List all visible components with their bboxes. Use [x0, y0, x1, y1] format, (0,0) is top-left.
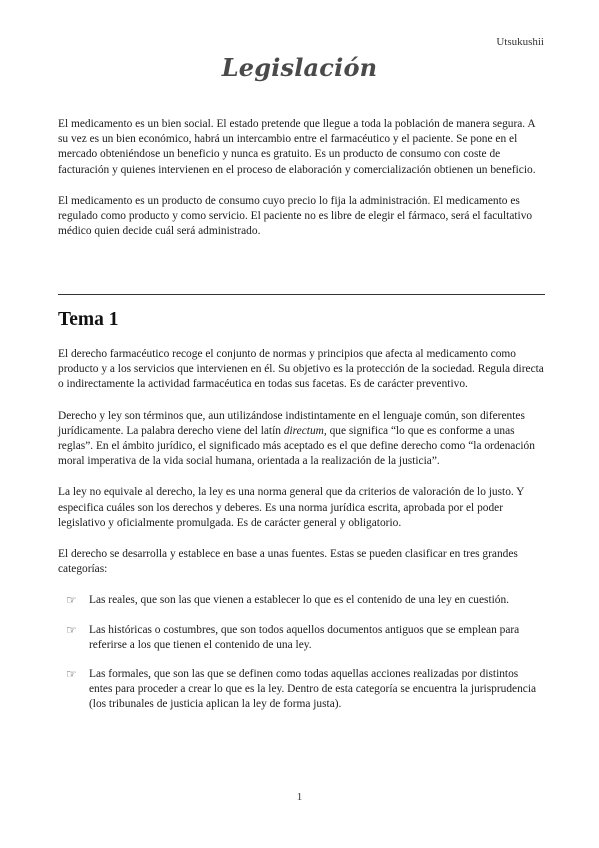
page-number: 1: [296, 791, 303, 803]
pointing-hand-icon: ☞: [66, 593, 77, 608]
list-item: [58, 593, 541, 608]
header-author: Utsukushii: [496, 36, 544, 48]
intro-section: [58, 117, 544, 239]
section-paragraph-1: El derecho farmacéutico recoge el conjunto de normas y principios que afecta al medicamento como producto y a los servicios que intervienen en él. Su objetivo es la protección de la sociedad. Regula directa o indirectamente la actividad farmacéutica en todas sus facetas. Es de carácter preventivo.: [58, 348, 544, 391]
p2-text-after: que significa “lo que es conforme a unas reglas”. En el ámbito jurídico, el significado más aceptado es el que define derecho como “la ordenación moral imperativa de la vida social humana, orientada a la realización de la justicia”.: [58, 424, 535, 468]
intro-paragraph-2: El medicamento es un producto de consumo cuyo precio lo fija la administración. El medicamento es regulado como producto y como servicio. El paciente no es libre de elegir el fármaco, será el facultativo médico quien decide cuál será administrado.: [58, 194, 533, 238]
p2-italic-term: directum,: [283, 424, 327, 437]
list-item: [58, 667, 541, 713]
list-item-text: Las formales, que son las que se definen como todas aquellas acciones realizadas por distintos entes para proceder a crear lo que es la ley. Dentro de esta categoría se encuentra la jurisprudencia (los tribunales de justicia aplican la ley de forma justa).: [89, 668, 537, 711]
pointing-hand-icon: ☞: [66, 667, 77, 682]
list-item-text: Las históricas o costumbres, que son todos aquellos documentos antiguos que se emplean para referirse a los que tienen el contenido de una ley.: [89, 623, 520, 651]
sources-list: [58, 593, 545, 712]
section-title: Tema 1: [58, 309, 119, 330]
p2-text-before: Derecho y ley son términos que, aun utilizándose indistintamente en el lenguaje común, son diferentes jurídicamente. La palabra derecho viene del latín: [58, 409, 525, 437]
horizontal-divider: [58, 294, 545, 295]
section-body: [58, 347, 545, 713]
pointing-hand-icon: ☞: [66, 622, 77, 637]
list-item: [58, 623, 541, 653]
intro-paragraph-1: El medicamento es un bien social. El estado pretende que llegue a toda la población de manera segura. A su vez es un bien económico, habrá un intercambio entre el farmacéutico y el paciente. Se pone en el mercado obteniéndose un beneficio y nunca es gratuito. Es un producto de consumo con coste de facturación y quienes intervienen en el proceso de elaboración y comercialización obtienen un beneficio.: [58, 118, 536, 176]
document-title: Legislación: [221, 53, 378, 82]
list-item-text: Las reales, que son las que vienen a establecer lo que es el contenido de una ley en cuestión.: [89, 594, 510, 607]
section-paragraph-4: El derecho se desarrolla y establece en base a unas fuentes. Estas se pueden clasificar en tres grandes categorías:: [58, 548, 518, 576]
section-paragraph-2: [58, 409, 545, 470]
section-paragraph-3: La ley no equivale al derecho, la ley es una norma general que da criterios de valoración de lo justo. Y especifica cuáles son los derechos y deberes. Es una norma jurídica escrita, aprobada por el poder legislativo y oficialmente promulgada. Es de carácter general y obligatorio.: [58, 486, 524, 529]
